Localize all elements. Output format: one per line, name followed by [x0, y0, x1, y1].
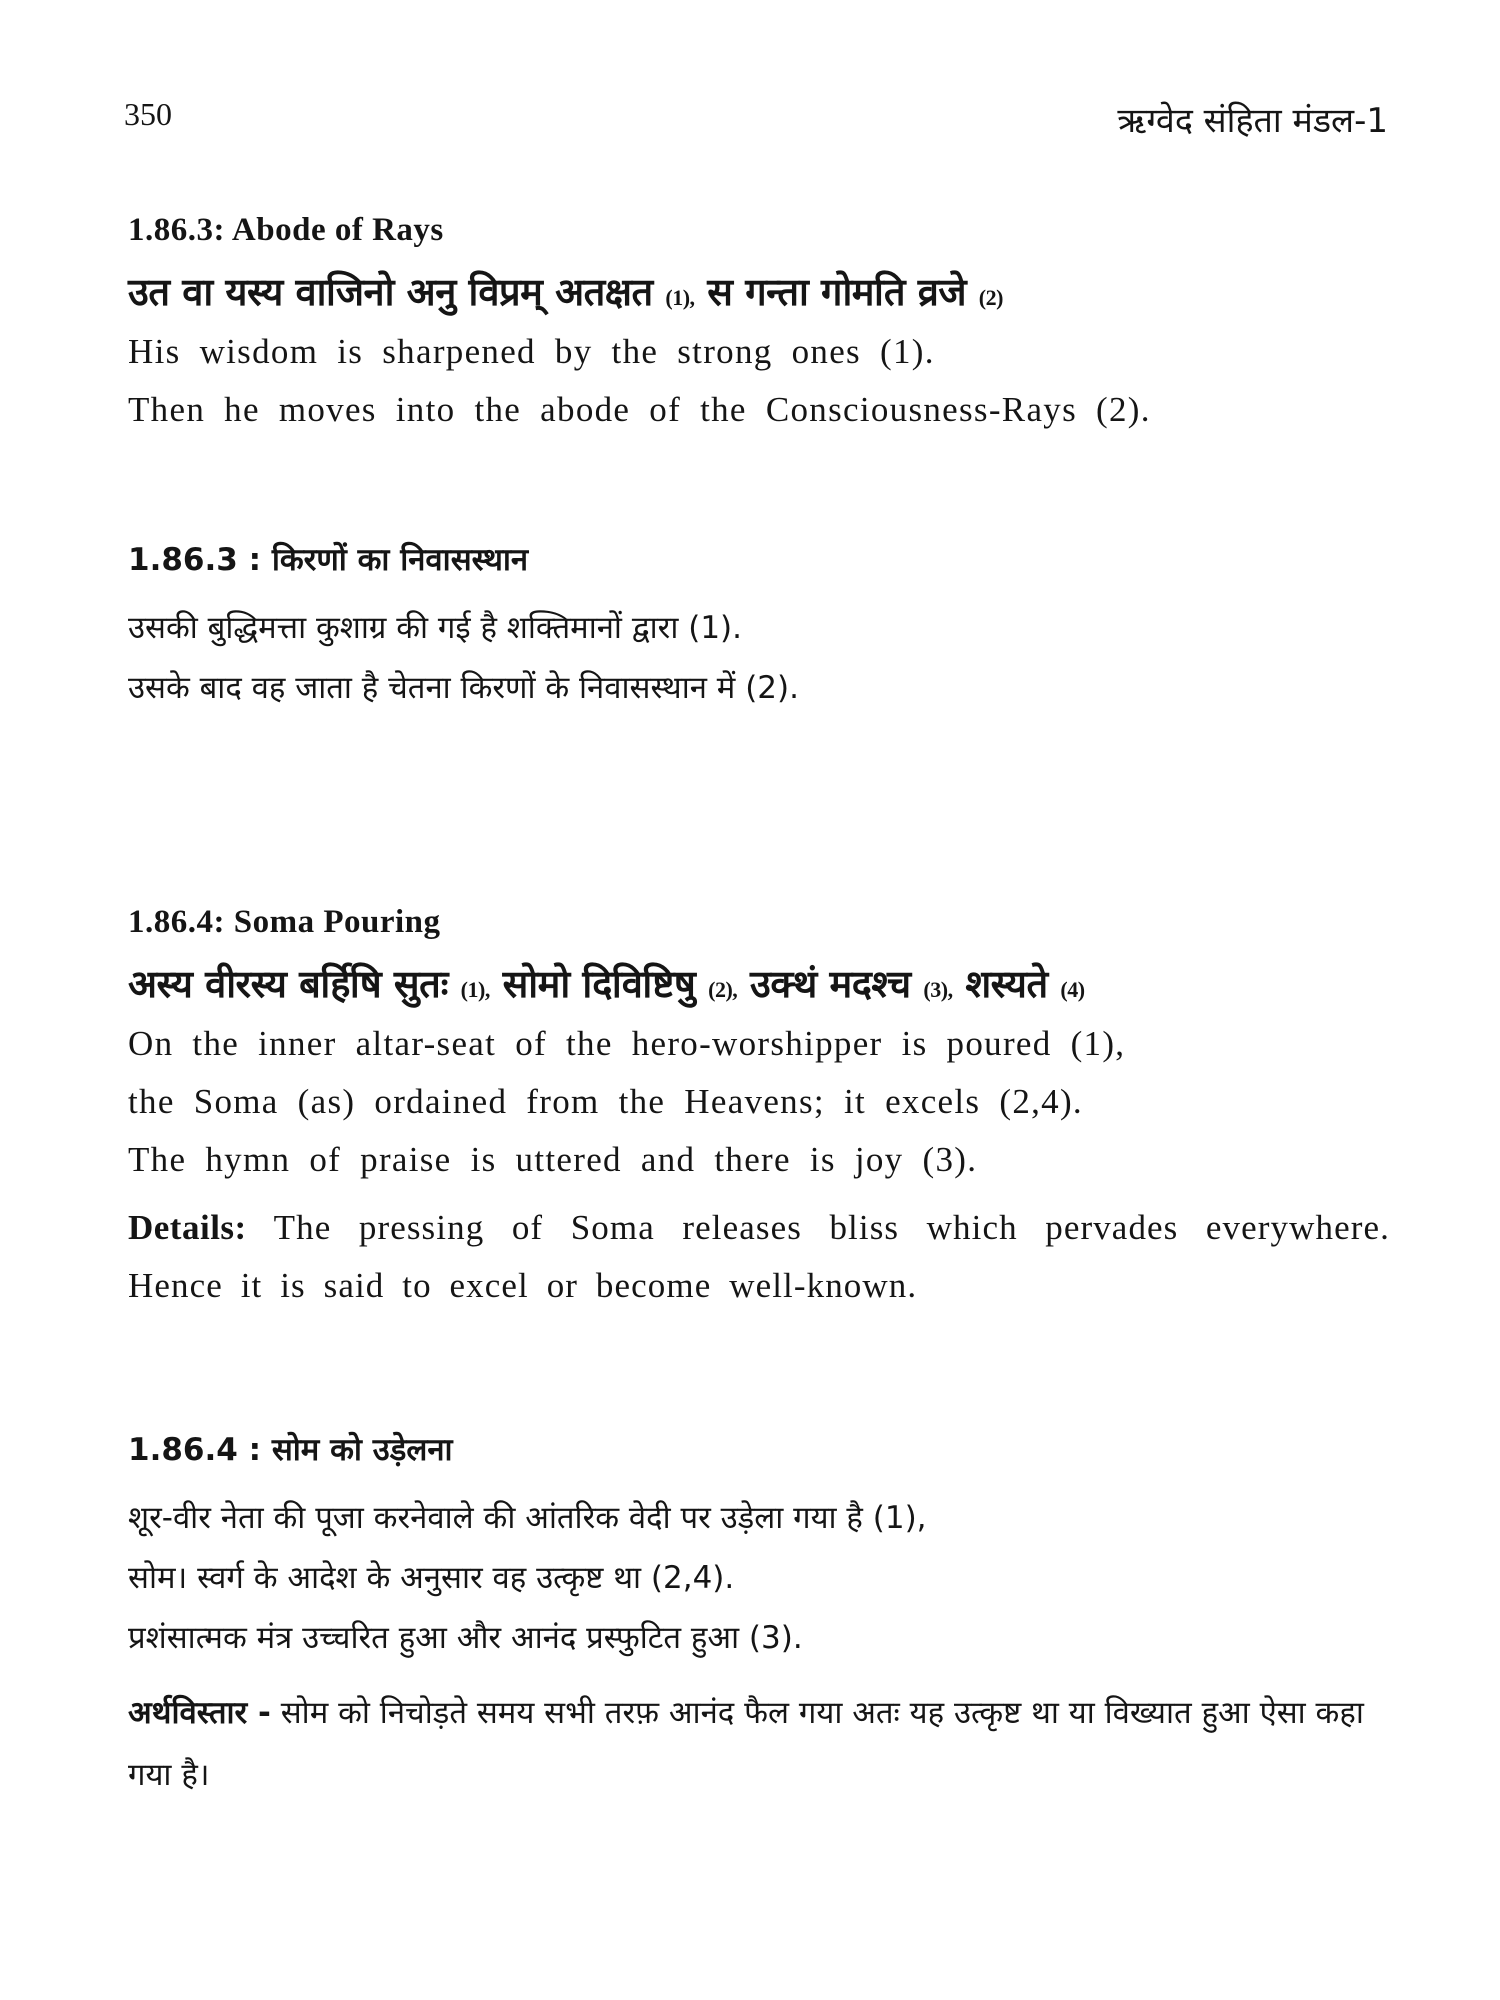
verse-pada: शस्यते [965, 962, 1048, 1006]
section-heading: 1.86.3 : किरणों का निवासस्थान [128, 542, 529, 578]
sanskrit-verse [128, 265, 1390, 317]
details-paragraph [128, 1199, 1390, 1315]
verse-pada: स गन्ता गोमति व्रजे [707, 270, 967, 314]
section-1-86-3-hindi [128, 538, 1390, 718]
section-1-86-4-hindi [128, 1428, 1390, 1806]
sanskrit-verse [128, 957, 1390, 1009]
verse-number: (2) [978, 285, 1003, 310]
translation-line: the Soma (as) ordained from the Heavens; it excels (2,4). [128, 1082, 1083, 1121]
details-label: अर्थविस्तार - [128, 1695, 271, 1731]
translation-line: प्रशंसात्मक मंत्र उच्चरित हुआ और आनंद प्रस्फुटित हुआ (3). [128, 1620, 803, 1656]
section-1-86-3-english [128, 212, 1390, 439]
section-heading: 1.86.4: Soma Pouring [128, 904, 441, 940]
details-text: The pressing of Soma releases bliss which pervades everywhere. Hence it is said to excel or become well-known. [128, 1208, 1390, 1305]
verse-number: (2), [708, 977, 738, 1002]
translation-line: The hymn of praise is uttered and there is joy (3). [128, 1140, 978, 1179]
verse-number: (3), [923, 977, 953, 1002]
translation-line: His wisdom is sharpened by the strong ones (1). [128, 332, 935, 371]
translation-line: सोम। स्वर्ग के आदेश के अनुसार वह उत्कृष्ट था (2,4). [128, 1560, 735, 1596]
verse-pada: उक्थं मदश्च [750, 962, 911, 1006]
details-paragraph [128, 1682, 1390, 1806]
verse-pada: अस्य वीरस्य बर्हिषि सुतः [128, 962, 448, 1006]
verse-pada: सोमो दिविष्टिषु [502, 962, 696, 1006]
translation-line: On the inner altar-seat of the hero-worshipper is poured (1), [128, 1024, 1126, 1063]
translation-line: शूर-वीर नेता की पूजा करनेवाले की आंतरिक वेदी पर उड़ेला गया है (1), [128, 1500, 927, 1536]
translation-line: उसकी बुद्धिमत्ता कुशाग्र की गई है शक्तिमानों द्वारा (1). [128, 610, 742, 646]
verse-number: (4) [1060, 977, 1085, 1002]
page-number: 350 [124, 96, 172, 132]
details-text: सोम को निचोड़ते समय सभी तरफ़ आनंद फैल गया अतः यह उत्कृष्ट था या विख्यात हुआ ऐसा कहा गया है। [128, 1695, 1364, 1793]
page-header [124, 96, 1388, 146]
section-heading: 1.86.3: Abode of Rays [128, 212, 444, 248]
translation-line: Then he moves into the abode of the Consciousness-Rays (2). [128, 390, 1151, 429]
translation-line: उसके बाद वह जाता है चेतना किरणों के निवासस्थान में (2). [128, 670, 799, 706]
running-head: ऋग्वेद संहिता मंडल-1 [1117, 101, 1388, 141]
verse-pada: उत वा यस्य वाजिनो अनु विप्रम् अतक्षत [128, 270, 653, 314]
section-1-86-4-english [128, 904, 1390, 1315]
verse-number: (1), [460, 977, 490, 1002]
details-label: Details: [128, 1208, 247, 1247]
verse-number: (1), [665, 285, 695, 310]
section-heading: 1.86.4 : सोम को उड़ेलना [128, 1432, 453, 1468]
